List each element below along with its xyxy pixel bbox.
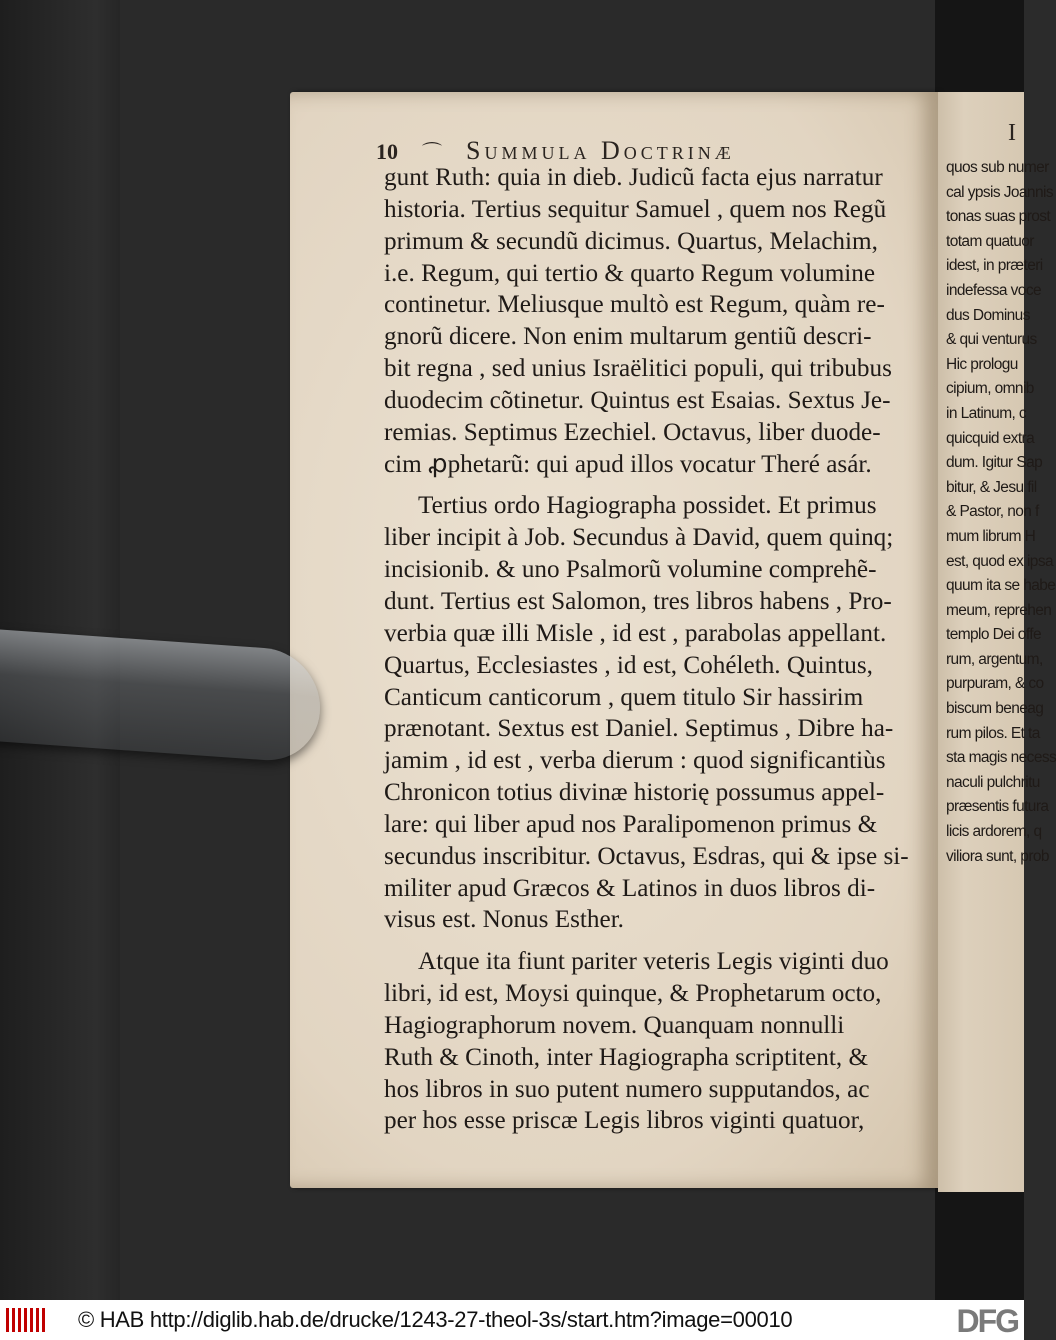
adjacent-page-text <box>946 156 1056 869</box>
adjacent-page-head: I <box>1008 120 1016 146</box>
adjacent-text-line: idest, in præteri <box>946 257 1043 275</box>
hab-logo-icon <box>2 1304 50 1336</box>
text-line: hos libros in suo putent numero supputandos, ac <box>384 1075 870 1103</box>
adjacent-text-line: dum. Igitur Sap <box>946 454 1043 472</box>
adjacent-text-line: in Latinum, c <box>946 404 1027 422</box>
adjacent-text-line: quos sub numer <box>946 159 1049 176</box>
text-line: verbia quæ illi Misle , id est , parabolas appellant. <box>384 619 887 647</box>
adjacent-text-line: præsentis futura <box>946 798 1049 816</box>
text-line: per hos esse priscæ Legis libros viginti quatuor, <box>384 1107 865 1135</box>
adjacent-page-edge <box>938 92 1056 1192</box>
adjacent-text-line: mum librum H <box>946 527 1036 545</box>
adjacent-text-line: totam quatuor <box>946 232 1034 250</box>
source-url-link[interactable]: © HAB http://diglib.hab.de/drucke/1243-27-theol-3s/start.htm?image=00010 <box>78 1307 793 1332</box>
running-head-title: Summula Doctrinæ <box>466 136 735 165</box>
paragraph-gap <box>384 936 924 946</box>
text-line: gnorũ dicere. Non enim multarum gentiũ descri- <box>384 323 872 351</box>
text-line: secundus inscribitur. Octavus, Esdras, qui & ipse si- <box>384 842 909 870</box>
book-page <box>290 92 938 1188</box>
text-line: duodecim cõtinetur. Quintus est Esaias. Sextus Je- <box>384 386 891 414</box>
head-ornament: ⌒ <box>422 142 442 164</box>
adjacent-text-line: meum, reprehen <box>946 601 1052 619</box>
page-number: 10 <box>376 139 398 164</box>
text-line: gunt Ruth: quia in dieb. Judicũ facta ejus narratur <box>384 164 883 191</box>
text-line: cim ꝓphetarũ: qui apud illos vocatur Theré asár. <box>384 450 872 478</box>
text-line: dunt. Tertius est Salomon, tres libros habens , Pro- <box>384 587 892 615</box>
adjacent-text-line: & qui venturus <box>946 331 1037 349</box>
dfg-logo: DFG <box>956 1303 1018 1339</box>
text-line: liber incipit à Job. Secundus à David, quem quinq; <box>384 524 894 552</box>
adjacent-text-line: templo Dei offe <box>946 626 1041 644</box>
text-line: remias. Septimus Ezechiel. Octavus, liber duode- <box>384 418 881 446</box>
text-line: historia. Tertius sequitur Samuel , quem nos Regũ <box>384 195 887 223</box>
text-line: Quartus, Ecclesiastes , id est, Cohéleth. Quintus, <box>384 651 873 679</box>
adjacent-text-line: viliora sunt, prob <box>946 847 1049 865</box>
adjacent-text-line: est, quod ex ipsa <box>946 552 1053 570</box>
text-line: Canticum canticorum , quem titulo Sir hassirim <box>384 683 864 711</box>
adjacent-text-line: biscum beneag <box>946 700 1044 718</box>
adjacent-text-line: cal ypsis Joannis <box>946 183 1053 201</box>
page-text <box>384 162 924 1137</box>
glass-page-weight <box>0 628 320 764</box>
text-line: Atque ita fiunt pariter veteris Legis viginti duo <box>418 948 889 976</box>
adjacent-text-line: indefessa voce <box>946 281 1041 299</box>
adjacent-text-line: bitur, & Jesu fil <box>946 478 1037 496</box>
adjacent-text-line: tonas suas prost <box>946 208 1051 226</box>
adjacent-text-line: rum, argentum, <box>946 650 1043 668</box>
paragraph-gap <box>384 480 924 490</box>
text-line: visus est. Nonus Esther. <box>384 906 624 934</box>
text-line: incisionib. & uno Psalmorũ volumine comprehẽ- <box>384 556 877 584</box>
text-line: Ruth & Cinoth, inter Hagiographa scriptitent, & <box>384 1043 869 1071</box>
adjacent-text-line: purpuram, & co <box>946 675 1044 693</box>
adjacent-text-line: sta magis necess <box>946 749 1056 767</box>
text-line: Tertius ordo Hagiographa possidet. Et primus <box>418 492 877 520</box>
adjacent-text-line: quum ita se habe <box>946 577 1056 595</box>
adjacent-text-line: Hic prologu <box>946 355 1018 373</box>
text-line: Hagiographorum novem. Quanquam nonnulli <box>384 1011 845 1039</box>
text-line: primum & secundũ dicimus. Quartus, Melachim, <box>384 227 878 255</box>
footer-bar <box>0 1300 1024 1340</box>
text-line: jamim , id est , verba dierum : quod significantiùs <box>384 747 886 775</box>
text-line: continetur. Meliusque multò est Regum, quàm re- <box>384 291 885 319</box>
text-line: militer apud Græcos & Latinos in duos libros di- <box>384 874 876 902</box>
adjacent-text-line: licis ardorem, q <box>946 823 1042 841</box>
adjacent-text-line: naculi pulchritu <box>946 773 1040 791</box>
adjacent-text-line: & Pastor, non f <box>946 503 1039 521</box>
text-line: bit regna , sed unius Israëlitici populi, qui tribubus <box>384 355 892 383</box>
text-line: prænotant. Sextus est Daniel. Septimus , Dibre ha- <box>384 715 894 743</box>
adjacent-text-line: quicquid extra <box>946 429 1035 447</box>
adjacent-text-line: cipium, omnib <box>946 380 1034 398</box>
text-line: lare: qui liber apud nos Paralipomenon primus & <box>384 810 878 838</box>
text-line: i.e. Regum, qui tertio & quarto Regum volumine <box>384 259 876 287</box>
text-line: Chronicon totius divinæ historię possumus appel- <box>384 779 885 807</box>
adjacent-text-line: rum pilos. Et ta <box>946 724 1040 742</box>
text-line: libri, id est, Moysi quinque, & Prophetarum octo, <box>384 980 882 1008</box>
adjacent-text-line: dus Dominus <box>946 306 1030 324</box>
